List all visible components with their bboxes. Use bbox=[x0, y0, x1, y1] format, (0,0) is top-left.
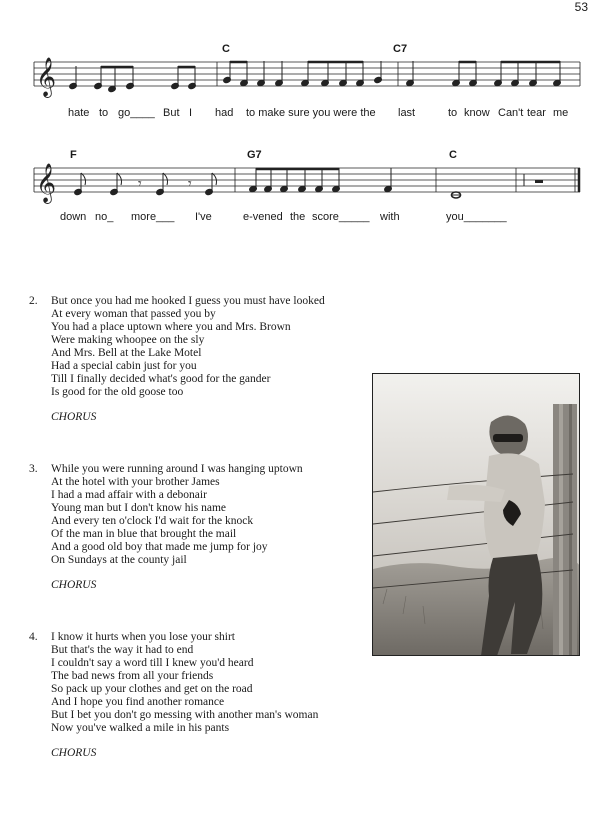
lyric-syllable: Can't bbox=[498, 107, 524, 119]
verse-line: At every woman that passed you by bbox=[51, 308, 216, 320]
verse-2 bbox=[29, 295, 369, 430]
verse-line: And Mrs. Bell at the Lake Motel bbox=[51, 347, 202, 359]
lyric-syllable: hate bbox=[68, 107, 90, 119]
chord-symbol: C bbox=[449, 149, 457, 161]
verse-line: Till I finally decided what's good for the gander bbox=[51, 373, 271, 385]
verse-line: And every ten o'clock I'd wait for the knock bbox=[51, 515, 254, 527]
verse-line: At the hotel with your brother James bbox=[51, 476, 220, 488]
verse-3 bbox=[29, 463, 369, 598]
verse-lyrics bbox=[51, 631, 318, 735]
verse-line: I know it hurts when you lose your shirt bbox=[51, 631, 235, 643]
svg-text:𝄞: 𝄞 bbox=[36, 163, 57, 203]
verse-number: 3. bbox=[29, 463, 38, 475]
chorus-label: CHORUS bbox=[51, 747, 97, 759]
verse-line: I had a mad affair with a debonair bbox=[51, 489, 207, 501]
verse-line: Were making whoopee on the sly bbox=[51, 334, 205, 346]
photo bbox=[372, 373, 580, 656]
verse-line: So pack up your clothes and get on the road bbox=[51, 683, 253, 695]
lyric-syllable: to make sure you were the bbox=[246, 107, 376, 119]
lyric-syllable: I've bbox=[195, 211, 212, 223]
chorus-label: CHORUS bbox=[51, 579, 97, 591]
verse-line: Young man but I don't know his name bbox=[51, 502, 226, 514]
lyric-syllable: last bbox=[398, 107, 416, 119]
lyric-syllable: to bbox=[448, 107, 458, 119]
lyric-syllable: e-vened bbox=[243, 211, 283, 223]
verse-line: And I hope you find another romance bbox=[51, 696, 225, 708]
verse-lyrics bbox=[51, 295, 325, 399]
verse-line: And a good old boy that made me jump for joy bbox=[51, 541, 268, 553]
lyric-syllable: to bbox=[99, 107, 109, 119]
verse-4 bbox=[29, 631, 369, 766]
lyric-syllable: had bbox=[215, 107, 234, 119]
lyric-syllable: score_____ bbox=[312, 211, 370, 223]
lyric-syllable: you_______ bbox=[446, 211, 507, 223]
svg-text:𝄞: 𝄞 bbox=[36, 57, 57, 97]
svg-text:𝄾: 𝄾 bbox=[188, 177, 192, 192]
chorus-label: CHORUS bbox=[51, 411, 97, 423]
photo-illustration bbox=[373, 374, 580, 656]
page-number: 53 bbox=[574, 0, 588, 14]
lyric-syllable: with bbox=[380, 211, 400, 223]
lyric-syllable: me bbox=[553, 107, 569, 119]
svg-text:𝄾: 𝄾 bbox=[138, 177, 142, 192]
verse-line: But once you had me hooked I guess you must have looked bbox=[51, 295, 325, 307]
music-system-1 bbox=[0, 40, 600, 125]
verse-line: But that's the way it had to end bbox=[51, 644, 194, 656]
chord-symbol: G7 bbox=[247, 149, 262, 161]
verse-line: While you were running around I was hanging uptown bbox=[51, 463, 303, 475]
verse-line: Is good for the old goose too bbox=[51, 386, 184, 398]
lyric-syllable: more___ bbox=[131, 211, 175, 223]
verse-line: On Sundays at the county jail bbox=[51, 554, 187, 566]
lyric-syllable: know bbox=[464, 107, 490, 119]
verse-line: The bad news from all your friends bbox=[51, 670, 214, 682]
verse-number: 2. bbox=[29, 295, 38, 307]
lyric-syllable: tear bbox=[527, 107, 546, 119]
verse-line: But I bet you don't go messing with another man's woman bbox=[51, 709, 319, 721]
chord-symbol: F bbox=[70, 149, 77, 161]
verse-lyrics bbox=[51, 463, 303, 567]
verse-line: Had a special cabin just for you bbox=[51, 360, 197, 372]
verse-line: Of the man in blue that brought the mail bbox=[51, 528, 237, 540]
verse-number: 4. bbox=[29, 631, 38, 643]
lyric-syllable: But bbox=[163, 107, 180, 119]
lyric-syllable: the bbox=[290, 211, 306, 223]
music-system-2 bbox=[0, 146, 600, 231]
lyric-syllable: down bbox=[60, 211, 87, 223]
lyric-syllable: I bbox=[189, 107, 193, 119]
chord-symbol: C bbox=[222, 43, 230, 55]
verse-line: You had a place uptown where you and Mrs. Brown bbox=[51, 321, 291, 333]
verse-line: Now you've walked a mile in his pants bbox=[51, 722, 230, 734]
verse-line: I couldn't say a word till I knew you'd heard bbox=[51, 657, 254, 669]
lyric-syllable: go____ bbox=[118, 107, 155, 119]
lyric-syllable: no_ bbox=[95, 211, 114, 223]
chord-symbol: C7 bbox=[393, 43, 408, 55]
